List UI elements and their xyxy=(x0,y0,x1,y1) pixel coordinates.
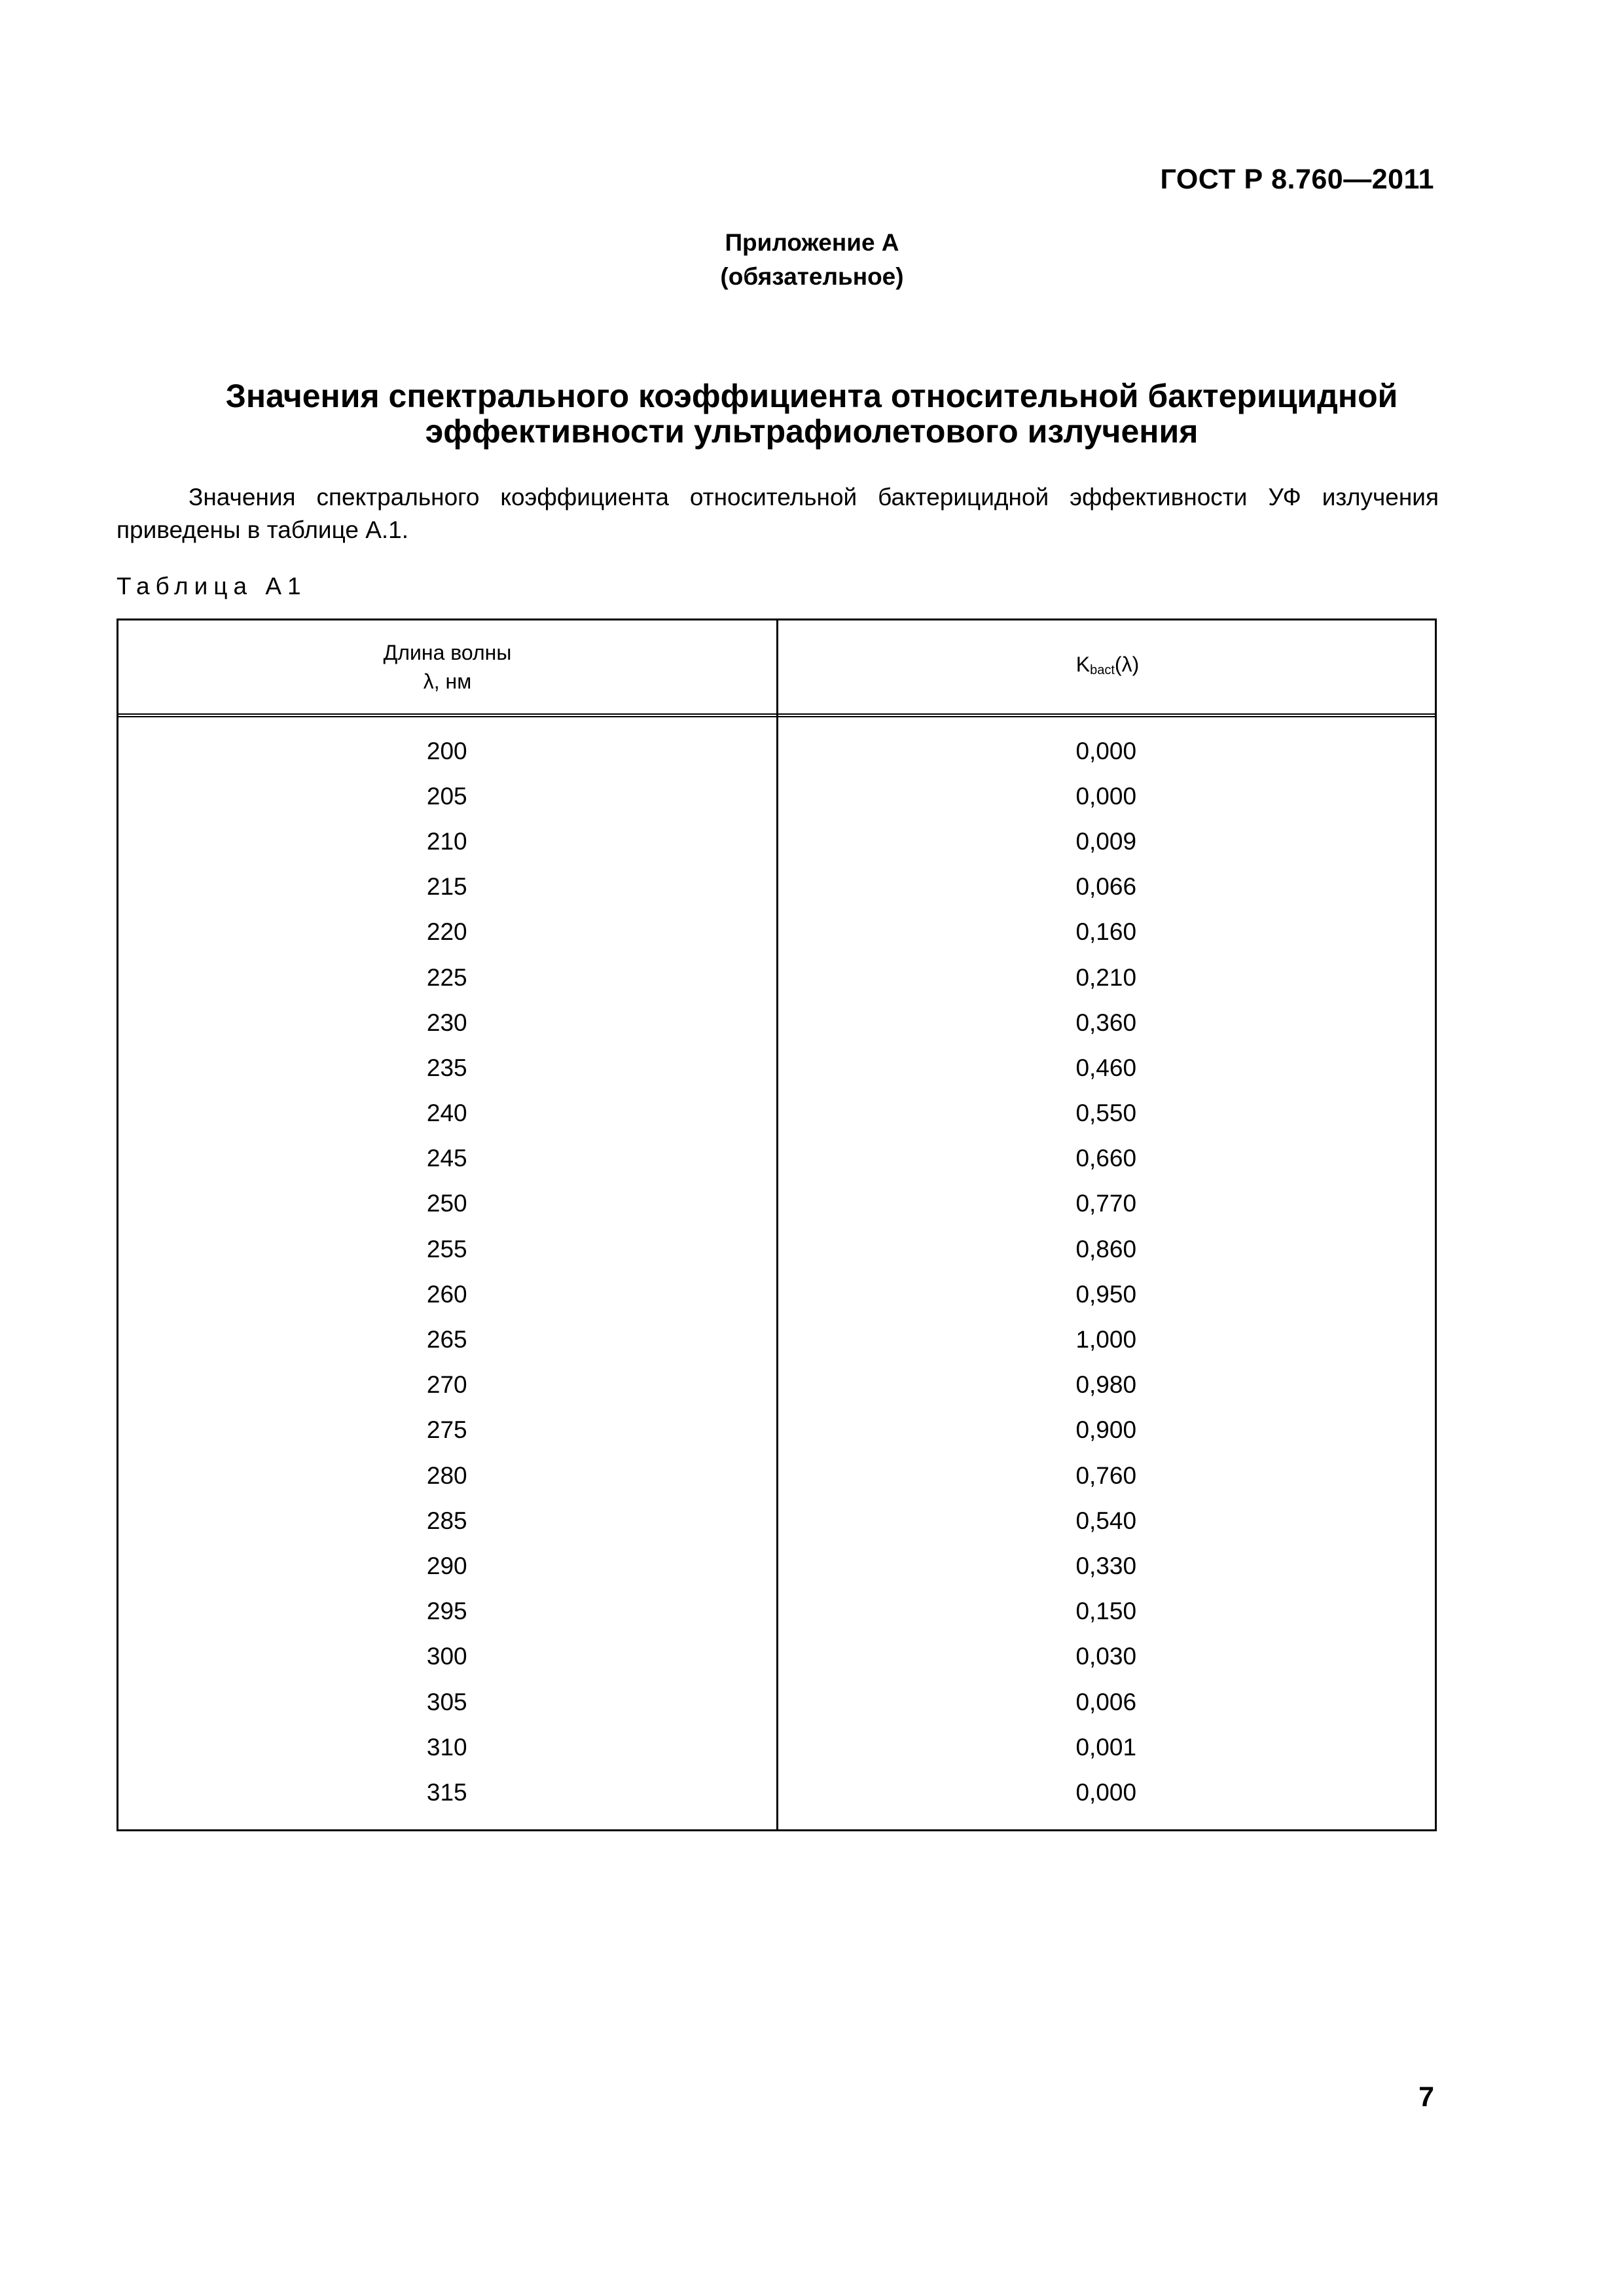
coefficient-cell: 0,000 xyxy=(1075,737,1137,764)
coefficient-cell: 0,001 xyxy=(1075,1733,1137,1761)
wavelength-cell: 235 xyxy=(426,1054,467,1081)
coefficient-cell: 0,009 xyxy=(1075,827,1137,855)
coefficient-cell: 0,980 xyxy=(1075,1371,1137,1399)
wavelength-cell: 255 xyxy=(426,1235,467,1263)
table-row xyxy=(118,1634,1435,1679)
wavelength-cell: 200 xyxy=(426,737,467,764)
wavelength-cell: 295 xyxy=(426,1598,467,1625)
coefficient-cell: 0,360 xyxy=(1075,1009,1137,1036)
table-row xyxy=(118,1589,1435,1634)
coefficient-cell: 0,160 xyxy=(1075,918,1137,946)
table-caption: Таблица А1 xyxy=(117,573,307,600)
table-row xyxy=(118,1317,1435,1362)
coefficient-cell: 0,330 xyxy=(1075,1552,1137,1579)
table-row xyxy=(118,1498,1435,1543)
coefficient-cell: 0,860 xyxy=(1075,1235,1137,1263)
header-wavelength-line-1: Длина волны xyxy=(383,641,512,664)
coefficient-cell: 1,000 xyxy=(1075,1326,1137,1354)
header-coefficient-subscript: bact xyxy=(1090,662,1115,677)
coefficient-cell: 0,000 xyxy=(1075,782,1137,810)
coefficient-cell: 0,150 xyxy=(1075,1598,1137,1625)
coefficient-cell: 0,066 xyxy=(1075,873,1137,901)
table-row xyxy=(118,1543,1435,1588)
table-row xyxy=(118,774,1435,819)
page-number: 7 xyxy=(1418,2081,1434,2113)
wavelength-cell: 285 xyxy=(426,1507,467,1534)
wavelength-cell: 250 xyxy=(426,1190,467,1217)
wavelength-cell: 260 xyxy=(426,1280,467,1308)
table-row xyxy=(118,1000,1435,1045)
title-line-1: Значения спектрального коэффициента относительной бактерицидной xyxy=(225,378,1398,414)
coefficient-cell: 0,950 xyxy=(1075,1280,1137,1308)
coefficient-cell: 0,210 xyxy=(1075,963,1137,991)
wavelength-cell: 305 xyxy=(426,1688,467,1715)
appendix-status: (обязательное) xyxy=(720,263,904,290)
coefficient-cell: 0,770 xyxy=(1075,1190,1137,1217)
coefficient-cell: 0,000 xyxy=(1075,1778,1137,1806)
coefficient-cell: 0,900 xyxy=(1075,1416,1137,1444)
table-row xyxy=(118,1181,1435,1227)
appendix-label: Приложение А xyxy=(725,229,899,256)
wavelength-cell: 280 xyxy=(426,1462,467,1489)
intro-paragraph: Значения спектрального коэффициента относительной бактерицидной эффективности УФ излучения приведены в таблице А.1. xyxy=(117,484,1439,543)
table-body xyxy=(118,728,1435,1816)
table-row xyxy=(118,1045,1435,1090)
table-row xyxy=(118,1363,1435,1408)
wavelength-cell: 310 xyxy=(426,1733,467,1761)
coefficient-cell: 0,760 xyxy=(1075,1462,1137,1489)
wavelength-cell: 225 xyxy=(426,963,467,991)
table-row xyxy=(118,910,1435,955)
document-code: ГОСТ Р 8.760—2011 xyxy=(1160,164,1434,195)
wavelength-cell: 215 xyxy=(426,873,467,901)
table-row xyxy=(118,1679,1435,1725)
wavelength-cell: 265 xyxy=(426,1326,467,1354)
header-coefficient-symbol: K xyxy=(1075,652,1091,676)
wavelength-cell: 240 xyxy=(426,1100,467,1127)
wavelength-cell: 300 xyxy=(426,1643,467,1670)
data-table xyxy=(117,619,1437,1831)
header-coefficient xyxy=(778,620,1437,713)
table-row xyxy=(118,728,1435,774)
coefficient-cell: 0,540 xyxy=(1075,1507,1137,1534)
page-title xyxy=(131,378,1492,449)
wavelength-cell: 220 xyxy=(426,918,467,946)
wavelength-cell: 270 xyxy=(426,1371,467,1399)
coefficient-cell: 0,460 xyxy=(1075,1054,1137,1081)
table-row xyxy=(118,1272,1435,1317)
wavelength-cell: 245 xyxy=(426,1145,467,1172)
header-wavelength xyxy=(118,620,776,713)
table-row xyxy=(118,1770,1435,1815)
table-row xyxy=(118,1408,1435,1453)
header-wavelength-line-2: λ, нм xyxy=(423,670,472,693)
table-row xyxy=(118,819,1435,864)
table-row xyxy=(118,1453,1435,1498)
wavelength-cell: 275 xyxy=(426,1416,467,1444)
table-row xyxy=(118,1227,1435,1272)
wavelength-cell: 205 xyxy=(426,782,467,810)
coefficient-cell: 0,660 xyxy=(1075,1145,1137,1172)
wavelength-cell: 230 xyxy=(426,1009,467,1036)
wavelength-cell: 315 xyxy=(426,1778,467,1806)
coefficient-cell: 0,030 xyxy=(1075,1643,1137,1670)
table-row xyxy=(118,1725,1435,1770)
wavelength-cell: 290 xyxy=(426,1552,467,1579)
table-row xyxy=(118,1091,1435,1136)
coefficient-cell: 0,550 xyxy=(1075,1100,1137,1127)
table-row xyxy=(118,955,1435,1000)
title-line-2: эффективности ультрафиолетового излучения xyxy=(425,413,1199,450)
table-row xyxy=(118,865,1435,910)
appendix-heading xyxy=(0,226,1624,294)
coefficient-cell: 0,006 xyxy=(1075,1688,1137,1715)
table-row xyxy=(118,1136,1435,1181)
wavelength-cell: 210 xyxy=(426,827,467,855)
header-coefficient-suffix: (λ) xyxy=(1114,652,1140,676)
